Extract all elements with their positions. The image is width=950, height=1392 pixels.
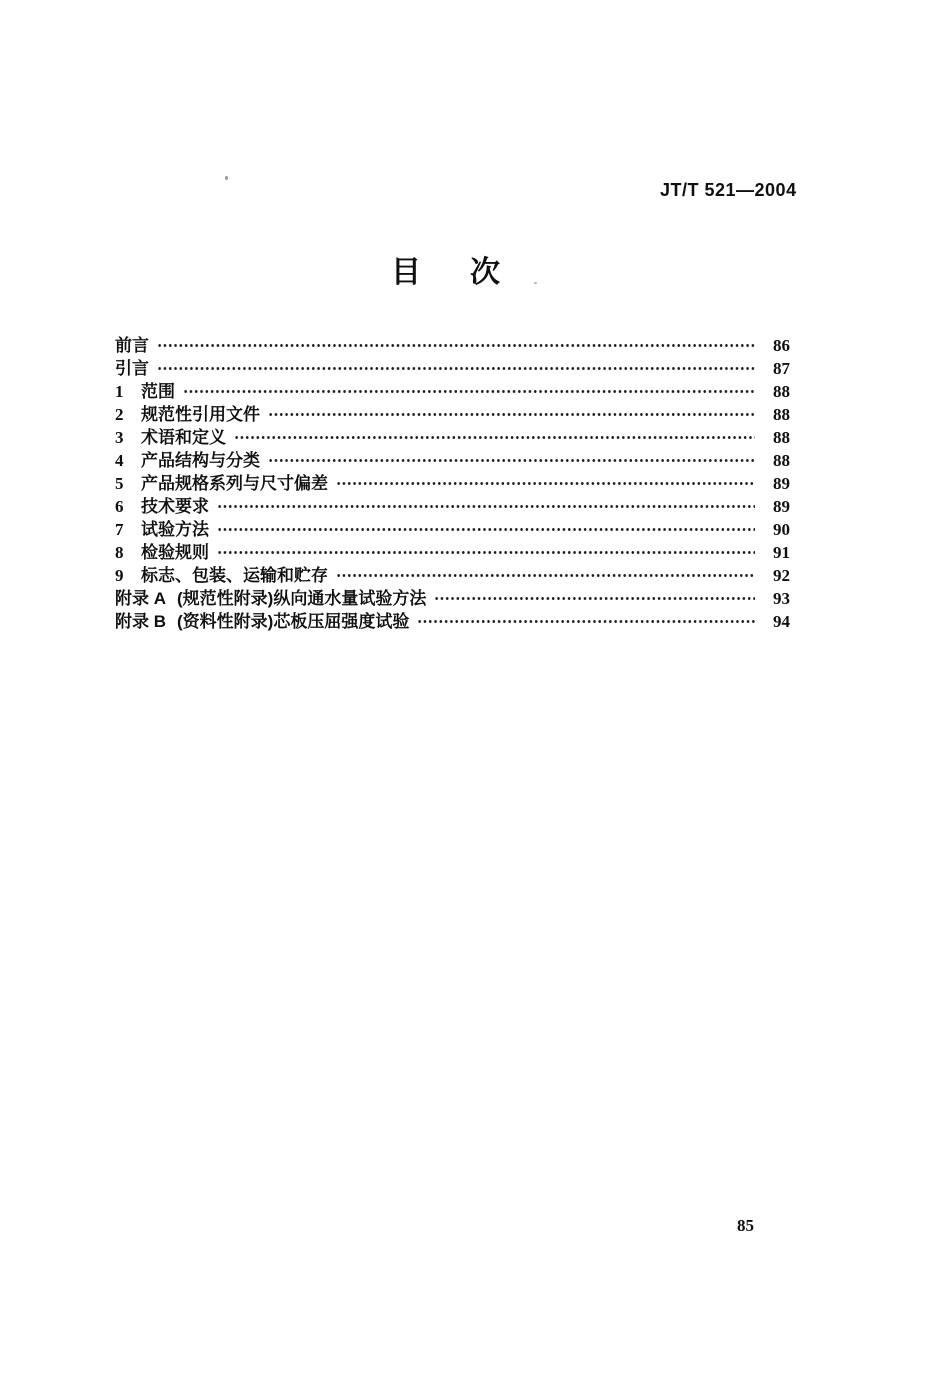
dot-leader	[157, 334, 755, 357]
toc-entry-page: 88	[773, 428, 790, 447]
toc-row	[115, 495, 790, 518]
toc-entry-label: 规范性引用文件	[141, 405, 260, 424]
toc-entry-number: 8	[115, 543, 124, 562]
toc-row	[115, 541, 790, 564]
toc-entry-page: 88	[773, 405, 790, 424]
toc-entry-number: 5	[115, 474, 124, 493]
toc-entry-label: 术语和定义	[141, 428, 226, 447]
toc-entry-number: 3	[115, 428, 124, 447]
toc-entry-page: 89	[773, 474, 790, 493]
toc-entry-label: 产品规格系列与尺寸偏差	[141, 474, 328, 493]
toc-entry-label: 范围	[141, 382, 175, 401]
dot-leader	[268, 403, 755, 426]
toc-entry-number: 9	[115, 566, 124, 585]
scan-speck	[534, 282, 537, 284]
toc-row	[115, 472, 790, 495]
toc-row	[115, 334, 790, 357]
toc-entry-label: 引言	[115, 359, 149, 378]
toc-entry-page: 90	[773, 520, 790, 539]
dot-leader	[417, 610, 755, 633]
scan-speck	[225, 176, 228, 180]
toc-entry-label: 检验规则	[141, 543, 209, 562]
toc-entry-page: 88	[773, 382, 790, 401]
dot-leader	[234, 426, 755, 449]
toc-entry-page: 88	[773, 451, 790, 470]
toc-entry-label: 标志、包装、运输和贮存	[141, 566, 328, 585]
table-of-contents	[115, 334, 790, 633]
dot-leader	[336, 564, 755, 587]
footer-page-number: 85	[737, 1216, 754, 1235]
toc-row-appendix-b	[115, 610, 790, 633]
dot-leader	[336, 472, 755, 495]
toc-entry-page: 93	[773, 589, 790, 608]
toc-row	[115, 449, 790, 472]
dot-leader	[434, 587, 755, 610]
toc-entry-page: 91	[773, 543, 790, 562]
doc-number: JT/T 521—2004	[660, 180, 797, 200]
dot-leader	[217, 495, 755, 518]
toc-entry-number: 附录 A	[115, 589, 166, 608]
toc-entry-number: 1	[115, 382, 124, 401]
dot-leader	[217, 541, 755, 564]
toc-entry-label: 试验方法	[141, 520, 209, 539]
dot-leader	[157, 357, 755, 380]
toc-entry-label: (资料性附录)芯板压屈强度试验	[177, 612, 410, 631]
toc-entry-page: 89	[773, 497, 790, 516]
toc-row	[115, 403, 790, 426]
page-title	[391, 257, 500, 289]
page-title-char-1: 目	[391, 256, 421, 289]
toc-entry-number: 6	[115, 497, 124, 516]
toc-entry-number: 附录 B	[115, 612, 166, 631]
toc-row-appendix-a	[115, 587, 790, 610]
toc-entry-label: (规范性附录)纵向通水量试验方法	[177, 589, 427, 608]
toc-entry-page: 94	[773, 612, 790, 631]
toc-entry-label: 技术要求	[141, 497, 209, 516]
toc-row	[115, 426, 790, 449]
toc-entry-number: 7	[115, 520, 124, 539]
toc-row	[115, 564, 790, 587]
dot-leader	[268, 449, 755, 472]
toc-row	[115, 518, 790, 541]
page-title-char-2: 次	[470, 256, 500, 289]
toc-entry-number: 4	[115, 451, 124, 470]
toc-entry-page: 86	[773, 336, 790, 355]
toc-entry-page: 92	[773, 566, 790, 585]
toc-entry-number: 2	[115, 405, 124, 424]
toc-entry-label: 产品结构与分类	[141, 451, 260, 470]
toc-entry-page: 87	[773, 359, 790, 378]
toc-row	[115, 380, 790, 403]
dot-leader	[217, 518, 755, 541]
dot-leader	[183, 380, 755, 403]
toc-entry-label: 前言	[115, 336, 149, 355]
toc-row	[115, 357, 790, 380]
